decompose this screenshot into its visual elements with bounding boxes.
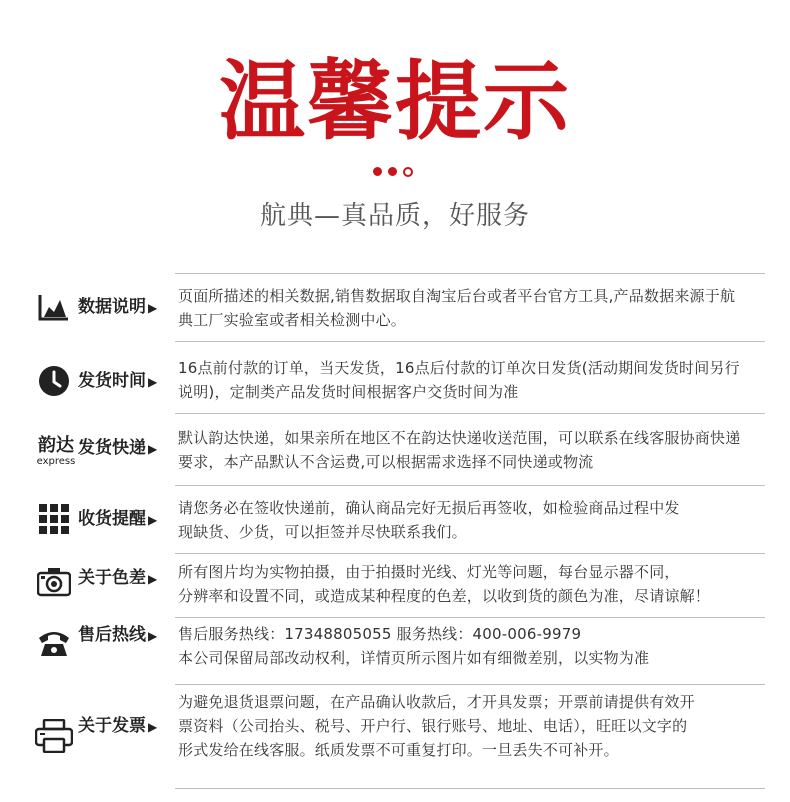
divider [175,553,765,554]
row-text: 默认韵达快递，如果亲所在地区不在韵达快递收送范围，可以联系在线客服协商快递 要求，本产品默认不含运费,可以根据需求选择不同快递或物流 [178,429,741,471]
yunda-express-logo: 韵达 express [36,435,76,467]
row-text: 16点前付款的订单，当天发货，16点后付款的订单次日发货(活动期间发货时间另行 说明)，定制类产品发货时间根据客户交货时间为准 [178,359,740,401]
divider [175,341,765,342]
row-text: 所有图片均为实物拍摄，由于拍摄时光线、灯光等问题，每台显示器不同， 分辨率和设置不同，或造成某种程度的色差，以收到货的颜色为准，尽请谅解！ [178,563,711,605]
grid-icon [34,499,74,539]
row-label: 收货提醒 ▶ [78,509,158,529]
row-text: 售后服务热线：17348805055 服务热线：400-006-9979 本公司保留局部改动权利，详情页所示图片如有细微差别，以实物为准 [178,625,650,667]
row-label: 发货快递 ▶ [78,438,158,458]
camera-icon [34,562,74,602]
printer-icon [34,716,74,756]
divider [175,788,765,789]
divider [175,413,765,414]
clock-icon [34,361,74,401]
page-title: 温馨提示 [219,52,571,152]
row-label: 发货时间 ▶ [78,371,158,391]
row-label: 关于发票 ▶ [78,716,158,736]
row-label: 数据说明 ▶ [78,297,158,317]
divider [175,617,765,618]
dot-icon [388,167,397,176]
dot-icon [373,167,382,176]
telephone-icon [34,623,74,663]
row-label: 关于色差 ▶ [78,568,158,588]
row-text: 请您务必在签收快递前，确认商品完好无损后再签收，如检验商品过程中发 现缺货、少货，可以拒签并尽快联系我们。 [178,499,680,541]
page-subtitle: 航典—真品质，好服务 [259,201,530,231]
divider [175,684,765,685]
divider [175,273,765,274]
area-chart-icon [34,287,74,327]
divider [175,485,765,486]
row-text: 页面所描述的相关数据,销售数据取自淘宝后台或者平台官方工具,产品数据来源于航 典工厂实验室或者相关检测中心。 [178,287,736,329]
hollow-dot-icon [403,167,413,177]
row-text: 为避免退货退票问题，在产品确认收款后，才开具发票；开票前请提供有效开 票资料（公司抬头、税号、开户行、银行账号、地址、电话），旺旺以文字的 形式发给在线客服。纸质发票不可重复打印。一旦丢失不可补开。 [178,693,695,759]
row-label: 售后热线 ▶ [78,625,158,645]
